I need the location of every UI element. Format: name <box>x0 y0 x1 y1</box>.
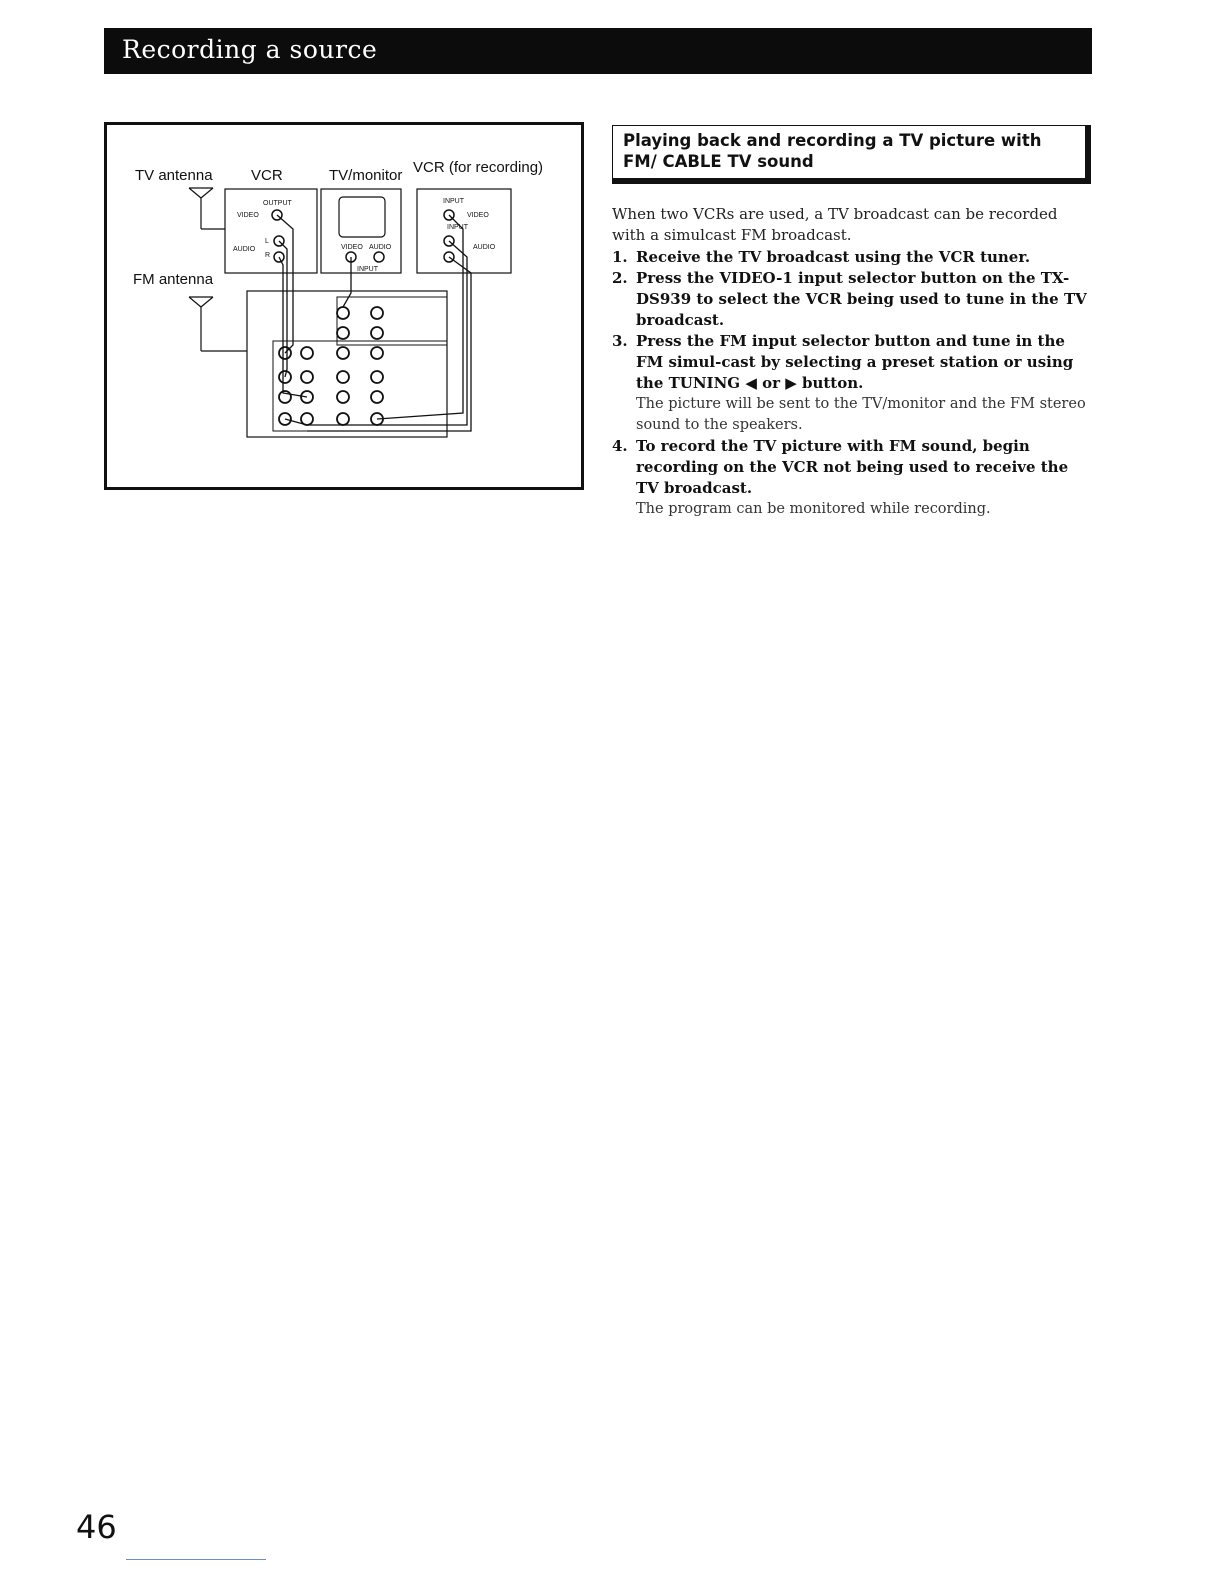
label-vcr-recording: VCR (for recording) <box>413 159 544 176</box>
step-3 <box>612 331 1092 436</box>
vcr-r-label: R <box>265 252 271 259</box>
section-heading-box <box>612 125 1091 184</box>
label-tv-monitor: TV/monitor <box>329 167 403 184</box>
vcr-output-label: OUTPUT <box>263 200 292 207</box>
section-heading: Playing back and recording a TV picture with FM/ CABLE TV sound <box>623 131 1042 171</box>
step-3-note: The picture will be sent to the TV/monitor and the FM stereo sound to the speakers. <box>636 396 1086 433</box>
vcr-audio-label: AUDIO <box>233 246 256 253</box>
intro-paragraph: When two VCRs are used, a TV broadcast can be recorded with a simulcast FM broadcast. <box>612 205 1058 244</box>
step-4-text: To record the TV picture with FM sound, begin recording on the VCR not being used to receive the TV broadcast. <box>636 437 1069 497</box>
fm-antenna-icon <box>189 297 247 351</box>
step-4-note: The program can be monitored while recording. <box>636 501 991 517</box>
vcr-recording-device <box>417 189 511 273</box>
vcr-l-label: L <box>265 238 269 245</box>
page-header-bar <box>104 28 1092 74</box>
label-fm-antenna: FM antenna <box>133 271 214 288</box>
rec-video-label: VIDEO <box>467 212 489 219</box>
rec-audio-label: AUDIO <box>473 244 496 251</box>
step-3-number: 3. <box>612 332 628 350</box>
monitor-input-label: INPUT <box>357 266 378 273</box>
vcr-video-label: VIDEO <box>237 212 259 219</box>
step-1 <box>612 247 1092 268</box>
label-vcr: VCR <box>251 167 283 184</box>
step-4-number: 4. <box>612 437 628 455</box>
label-tv-antenna: TV antenna <box>135 167 213 184</box>
receiver-rear-panel <box>247 291 447 437</box>
tv-monitor-device <box>321 189 401 273</box>
step-2-text: Press the VIDEO-1 input selector button on the TX-DS939 to select the VCR being used to tune in the TV broadcast. <box>636 269 1087 329</box>
connection-diagram <box>104 122 584 490</box>
step-1-text: Receive the TV broadcast using the VCR tuner. <box>636 248 1031 266</box>
page-number: 46 <box>76 1508 117 1546</box>
instructions <box>612 204 1092 520</box>
vcr-device <box>225 189 317 273</box>
rec-input2-label: INPUT <box>447 224 468 231</box>
connection-diagram-svg <box>107 125 581 487</box>
footer-rule <box>126 1559 266 1560</box>
monitor-audio-label: AUDIO <box>369 244 392 251</box>
monitor-video-label: VIDEO <box>341 244 363 251</box>
tv-antenna-icon <box>189 188 225 229</box>
page-title: Recording a source <box>122 35 378 64</box>
step-2 <box>612 268 1092 331</box>
step-2-number: 2. <box>612 269 628 287</box>
step-1-number: 1. <box>612 248 628 266</box>
rec-input-label: INPUT <box>443 198 464 205</box>
step-4 <box>612 436 1092 520</box>
step-3-text: Press the FM input selector button and tune in the FM simul-cast by selecting a preset station or using the TUNING ◀ or ▶ button. <box>636 332 1074 392</box>
